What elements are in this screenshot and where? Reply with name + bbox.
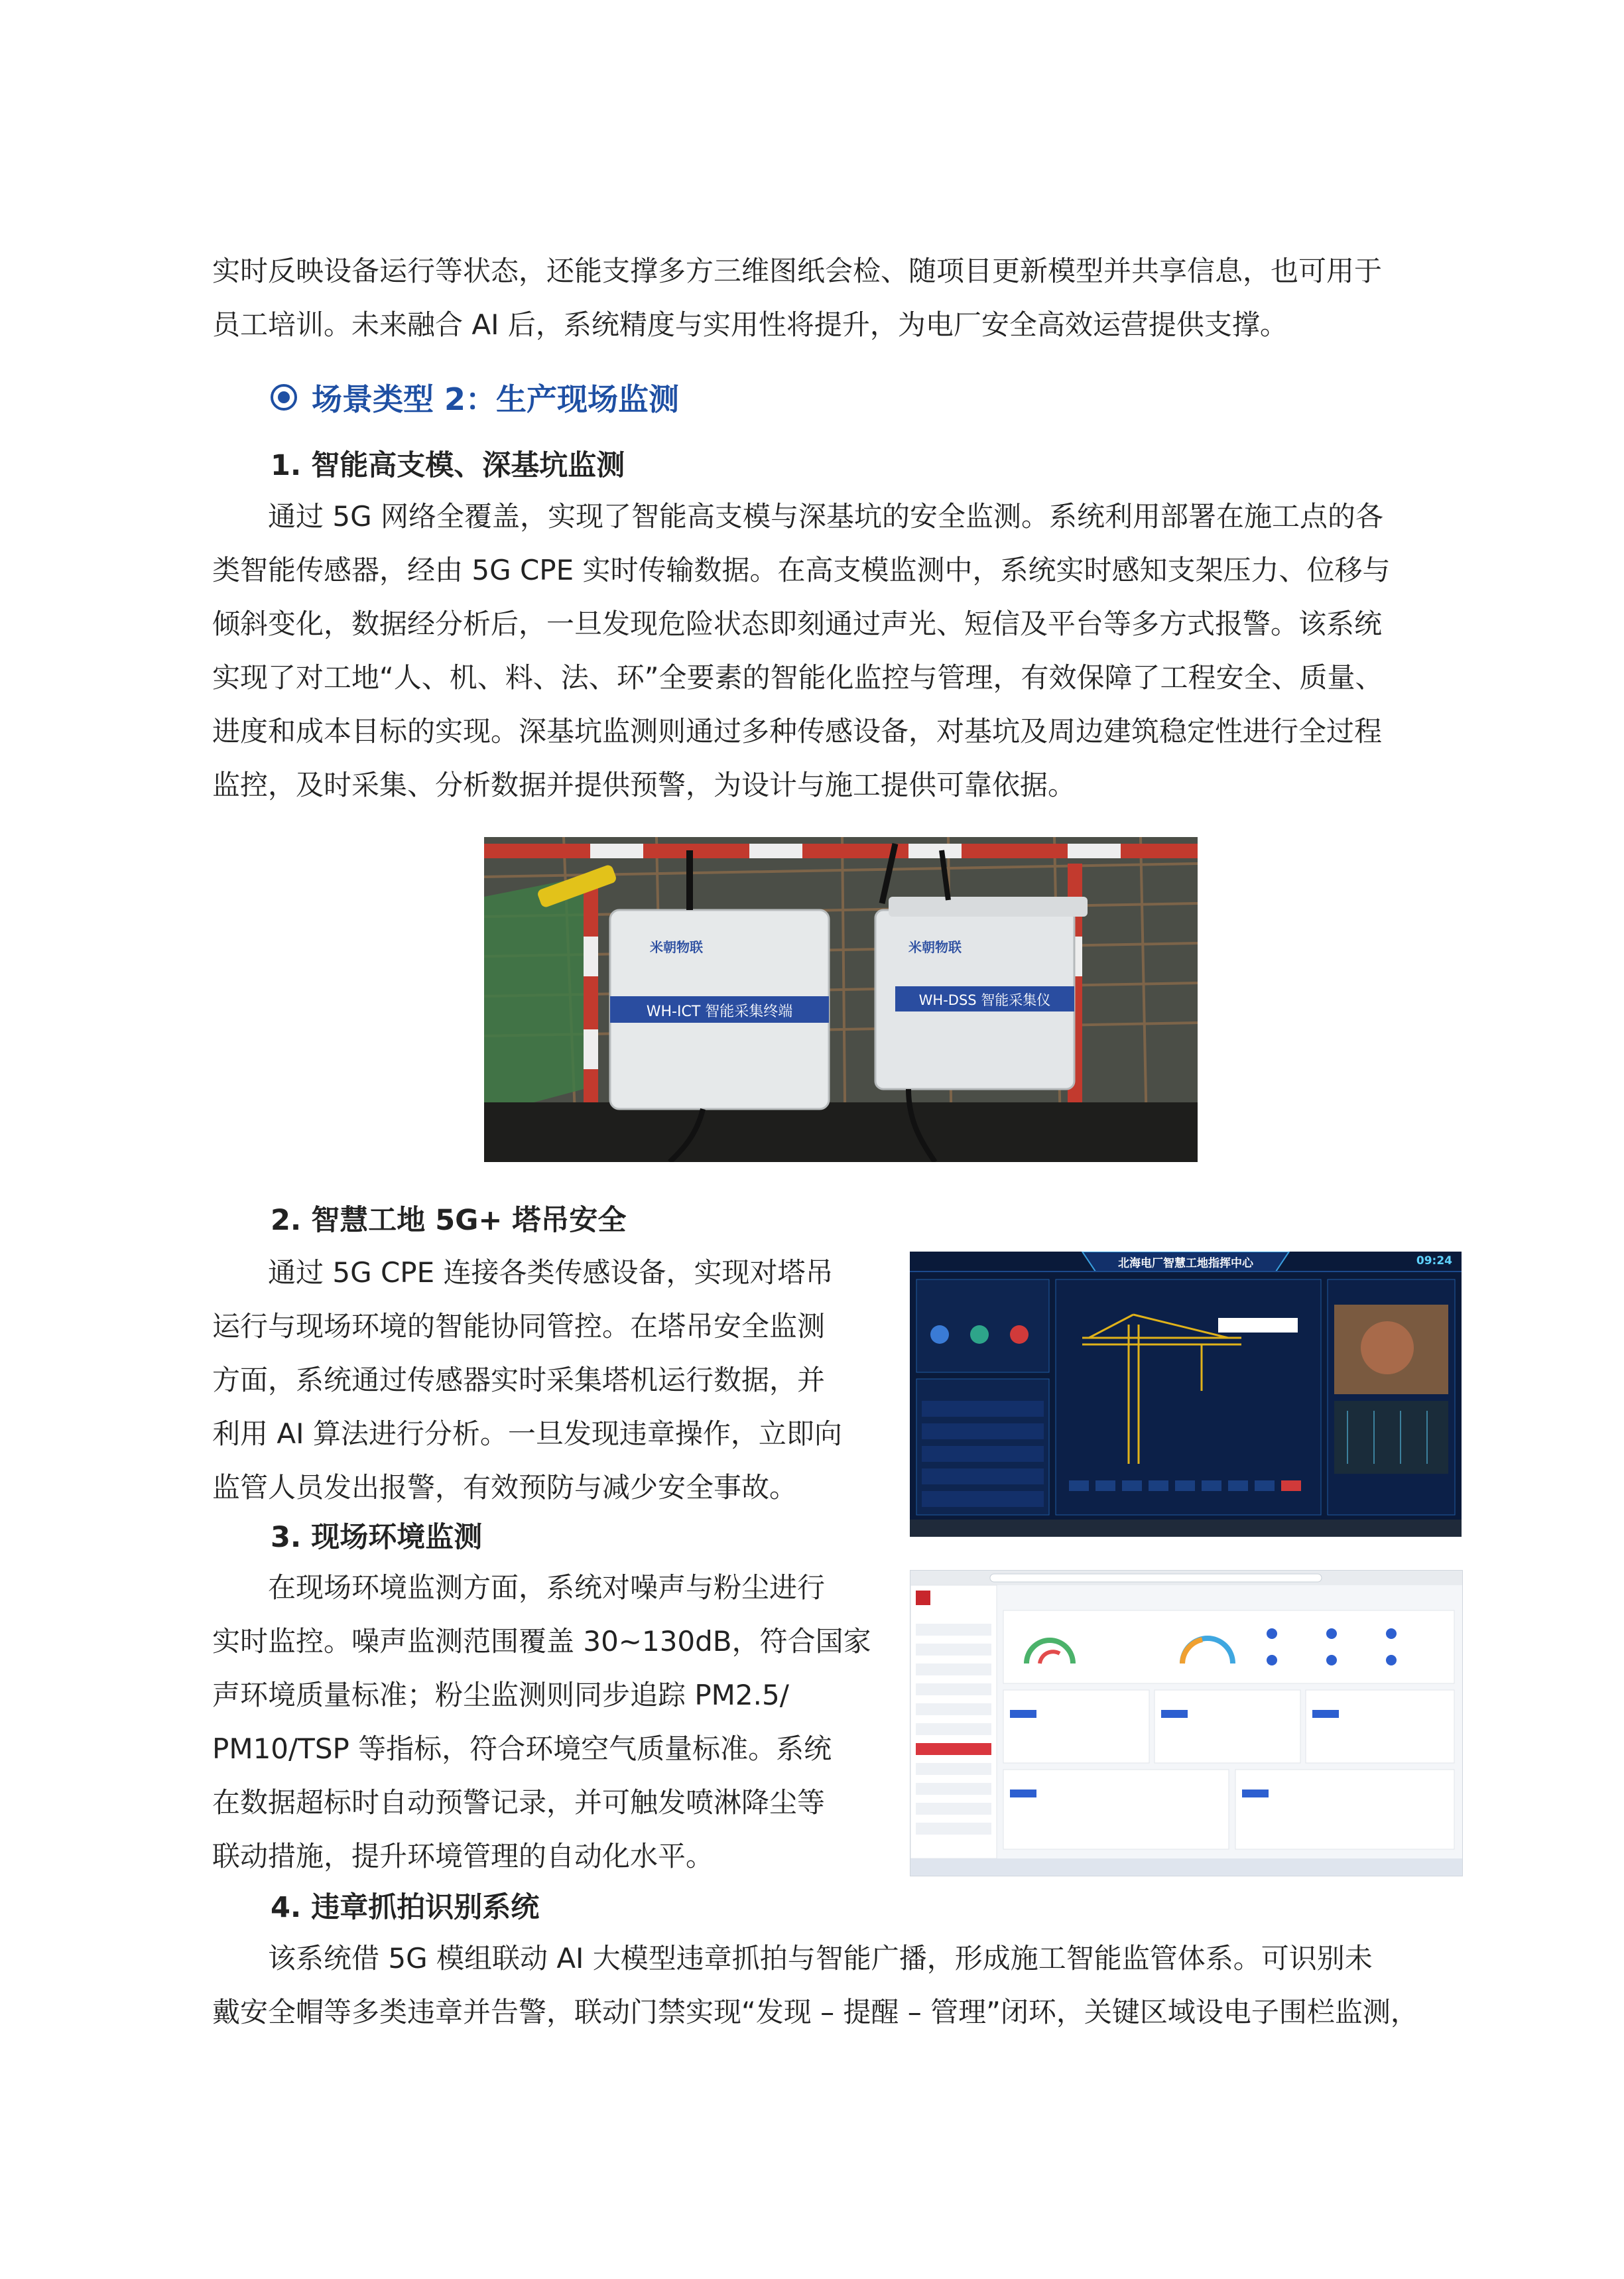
box1-label: WH-ICT 智能采集终端: [646, 1004, 793, 1020]
s3-line: 在数据超标时自动预警记录，并可触发喷淋降尘等: [212, 1786, 826, 1819]
box1-brand: 米朝物联: [650, 939, 703, 955]
box2-brand: 米朝物联: [908, 939, 962, 955]
s2-line: 监管人员发出报警，有效预防与减少安全事故。: [212, 1471, 798, 1504]
environment-web-screenshot: [910, 1570, 1463, 1876]
s3-line: 联动措施，提升环境管理的自动化水平。: [212, 1840, 714, 1872]
s1-line: 通过 5G 网络全覆盖，实现了智能高支模与深基坑的安全监测。系统利用部署在施工点的各: [212, 500, 1383, 533]
dashboard-time: 09:24: [1416, 1254, 1452, 1268]
section-3-paragraph: [212, 1561, 875, 1883]
s1-line: 实现了对工地“人、机、料、法、环”全要素的智能化监控与管理，有效保障了工程安全、质量、: [212, 661, 1383, 694]
s4-line: 该系统借 5G 模组联动 AI 大模型违章抓拍与智能广播，形成施工智能监管体系。可识别未: [212, 1942, 1373, 1975]
dashboard-title: 北海电厂智慧工地指挥中心: [1118, 1257, 1253, 1270]
environment-illustration: [910, 1571, 1462, 1876]
s1-line: 监控，及时采集、分析数据并提供预警，为设计与施工提供可靠依据。: [212, 769, 1076, 801]
section-3-title: 3. 现场环境监测: [271, 1521, 483, 1554]
intro-line: 实时反映设备运行等状态，还能支撑多方三维图纸会检、随项目更新模型并共享信息，也可用于: [212, 255, 1383, 287]
crane-dashboard-screenshot: [910, 1252, 1462, 1537]
s1-line: 倾斜变化，数据经分析后，一旦发现危险状态即刻通过声光、短信及平台等多方式报警。该系统: [212, 608, 1383, 640]
radio-bullet-icon: [271, 384, 297, 411]
intro-line: 员工培训。未来融合 AI 后，系统精度与实用性将提升，为电厂安全高效运营提供支撑。: [212, 308, 1288, 341]
s3-line: 声环境质量标准；粉尘监测则同步追踪 PM2.5/: [212, 1679, 789, 1711]
scene-heading: [271, 375, 679, 419]
section-4-title: 4. 违章抓拍识别系统: [271, 1891, 540, 1924]
section-1-title: 1. 智能高支模、深基坑监测: [271, 449, 625, 482]
s1-line: 进度和成本目标的实现。深基坑监测则通过多种传感设备，对基坑及周边建筑稳定性进行全过程: [212, 715, 1383, 748]
s3-line: 在现场环境监测方面，系统对噪声与粉尘进行: [212, 1571, 826, 1604]
section-4-paragraph: [212, 1931, 1459, 2039]
section-2-paragraph: [212, 1246, 875, 1514]
s2-line: 通过 5G CPE 连接各类传感设备，实现对塔吊: [212, 1256, 834, 1289]
s4-line: 戴安全帽等多类违章并告警，联动门禁实现“发现 – 提醒 – 管理”闭环，关键区域设电子围栏监测，: [212, 1996, 1418, 2028]
s2-line: 利用 AI 算法进行分析。一旦发现违章操作，立即向: [212, 1417, 842, 1450]
scene-heading-text: 场景类型 2：生产现场监测: [312, 381, 680, 417]
s2-line: 运行与现场环境的智能协同管控。在塔吊安全监测: [212, 1310, 826, 1342]
box2-label: WH-DSS 智能采集仪: [918, 992, 1051, 1008]
s3-line: 实时监控。噪声监测范围覆盖 30~130dB，符合国家: [212, 1625, 871, 1658]
photo-illustration: [484, 837, 1198, 1162]
sensor-boxes-photo: [484, 837, 1198, 1162]
s3-line: PM10/TSP 等指标，符合环境空气质量标准。系统: [212, 1732, 832, 1765]
section-1-paragraph: [212, 489, 1459, 812]
section-2-title: 2. 智慧工地 5G+ 塔吊安全: [271, 1204, 627, 1237]
s2-line: 方面，系统通过传感器实时采集塔机运行数据，并: [212, 1364, 826, 1396]
s1-line: 类智能传感器，经由 5G CPE 实时传输数据。在高支模监测中，系统实时感知支架压力、位移与: [212, 554, 1391, 586]
dashboard-illustration: [910, 1252, 1462, 1537]
intro-paragraph: [212, 244, 1459, 352]
